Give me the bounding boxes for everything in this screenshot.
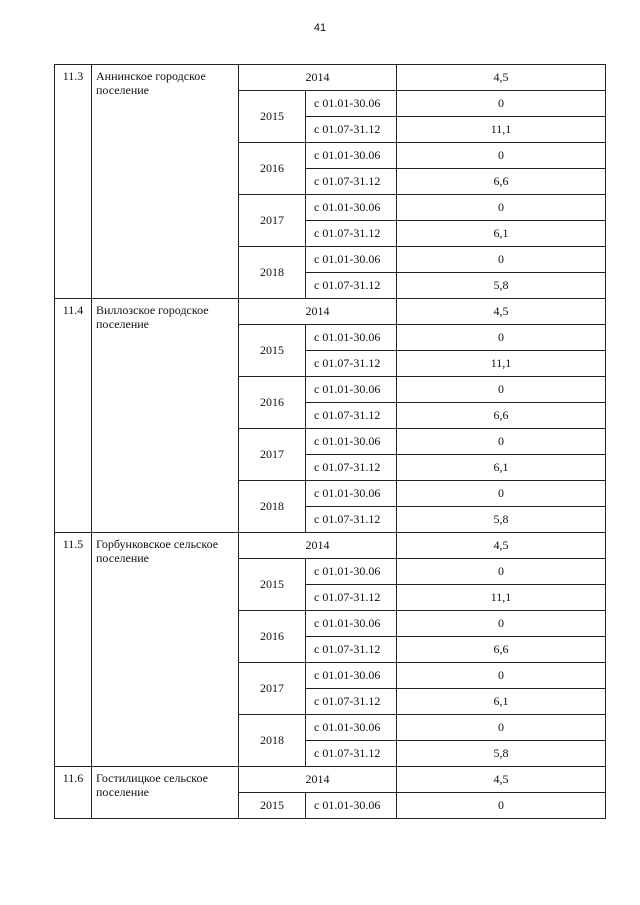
base-year: 2014 <box>239 767 397 793</box>
period-cell: с 01.01-30.06 <box>306 247 397 273</box>
value-cell: 6,6 <box>397 169 606 195</box>
table-row <box>55 533 606 559</box>
period-cell: с 01.07-31.12 <box>306 403 397 429</box>
base-year: 2014 <box>239 65 397 91</box>
base-value: 4,5 <box>397 533 606 559</box>
period-cell: с 01.01-30.06 <box>306 663 397 689</box>
page-number: 41 <box>313 22 327 34</box>
year-cell: 2015 <box>239 793 306 819</box>
value-cell: 5,8 <box>397 507 606 533</box>
value-cell: 6,1 <box>397 689 606 715</box>
base-value: 4,5 <box>397 767 606 793</box>
value-cell: 0 <box>397 143 606 169</box>
value-cell: 6,6 <box>397 403 606 429</box>
period-cell: с 01.07-31.12 <box>306 637 397 663</box>
row-number: 11.3 <box>55 65 92 299</box>
period-cell: с 01.07-31.12 <box>306 585 397 611</box>
period-cell: с 01.01-30.06 <box>306 793 397 819</box>
value-cell: 0 <box>397 793 606 819</box>
value-cell: 0 <box>397 429 606 455</box>
base-year: 2014 <box>239 533 397 559</box>
year-cell: 2016 <box>239 143 306 195</box>
settlement-name: Гостилицкое сельское поселение <box>92 767 239 819</box>
tariff-table <box>54 64 606 819</box>
period-cell: с 01.01-30.06 <box>306 481 397 507</box>
value-cell: 6,6 <box>397 637 606 663</box>
year-cell: 2018 <box>239 715 306 767</box>
settlement-name: Горбунковское сельское поселение <box>92 533 239 767</box>
row-number: 11.4 <box>55 299 92 533</box>
period-cell: с 01.07-31.12 <box>306 351 397 377</box>
settlement-name: Аннинское городское поселение <box>92 65 239 299</box>
period-cell: с 01.07-31.12 <box>306 507 397 533</box>
period-cell: с 01.07-31.12 <box>306 455 397 481</box>
table-body <box>55 65 606 819</box>
row-number: 11.6 <box>55 767 92 819</box>
year-cell: 2015 <box>239 325 306 377</box>
period-cell: с 01.01-30.06 <box>306 377 397 403</box>
value-cell: 0 <box>397 377 606 403</box>
value-cell: 5,8 <box>397 273 606 299</box>
value-cell: 0 <box>397 481 606 507</box>
period-cell: с 01.07-31.12 <box>306 689 397 715</box>
value-cell: 0 <box>397 611 606 637</box>
period-cell: с 01.07-31.12 <box>306 221 397 247</box>
year-cell: 2015 <box>239 91 306 143</box>
value-cell: 0 <box>397 195 606 221</box>
year-cell: 2015 <box>239 559 306 611</box>
base-value: 4,5 <box>397 65 606 91</box>
row-number: 11.5 <box>55 533 92 767</box>
table-row <box>55 65 606 91</box>
value-cell: 0 <box>397 91 606 117</box>
value-cell: 6,1 <box>397 455 606 481</box>
value-cell: 11,1 <box>397 585 606 611</box>
table-row <box>55 767 606 793</box>
value-cell: 5,8 <box>397 741 606 767</box>
base-year: 2014 <box>239 299 397 325</box>
value-cell: 0 <box>397 559 606 585</box>
period-cell: с 01.07-31.12 <box>306 741 397 767</box>
year-cell: 2018 <box>239 247 306 299</box>
period-cell: с 01.01-30.06 <box>306 195 397 221</box>
settlement-name: Виллозское городское поселение <box>92 299 239 533</box>
value-cell: 0 <box>397 247 606 273</box>
base-value: 4,5 <box>397 299 606 325</box>
value-cell: 11,1 <box>397 351 606 377</box>
table-row <box>55 299 606 325</box>
period-cell: с 01.01-30.06 <box>306 429 397 455</box>
period-cell: с 01.01-30.06 <box>306 611 397 637</box>
period-cell: с 01.01-30.06 <box>306 715 397 741</box>
year-cell: 2018 <box>239 481 306 533</box>
period-cell: с 01.07-31.12 <box>306 169 397 195</box>
period-cell: с 01.01-30.06 <box>306 143 397 169</box>
period-cell: с 01.01-30.06 <box>306 559 397 585</box>
value-cell: 0 <box>397 325 606 351</box>
year-cell: 2017 <box>239 663 306 715</box>
value-cell: 11,1 <box>397 117 606 143</box>
year-cell: 2017 <box>239 429 306 481</box>
value-cell: 0 <box>397 715 606 741</box>
period-cell: с 01.01-30.06 <box>306 325 397 351</box>
year-cell: 2016 <box>239 377 306 429</box>
year-cell: 2017 <box>239 195 306 247</box>
period-cell: с 01.07-31.12 <box>306 273 397 299</box>
year-cell: 2016 <box>239 611 306 663</box>
value-cell: 6,1 <box>397 221 606 247</box>
period-cell: с 01.07-31.12 <box>306 117 397 143</box>
period-cell: с 01.01-30.06 <box>306 91 397 117</box>
value-cell: 0 <box>397 663 606 689</box>
